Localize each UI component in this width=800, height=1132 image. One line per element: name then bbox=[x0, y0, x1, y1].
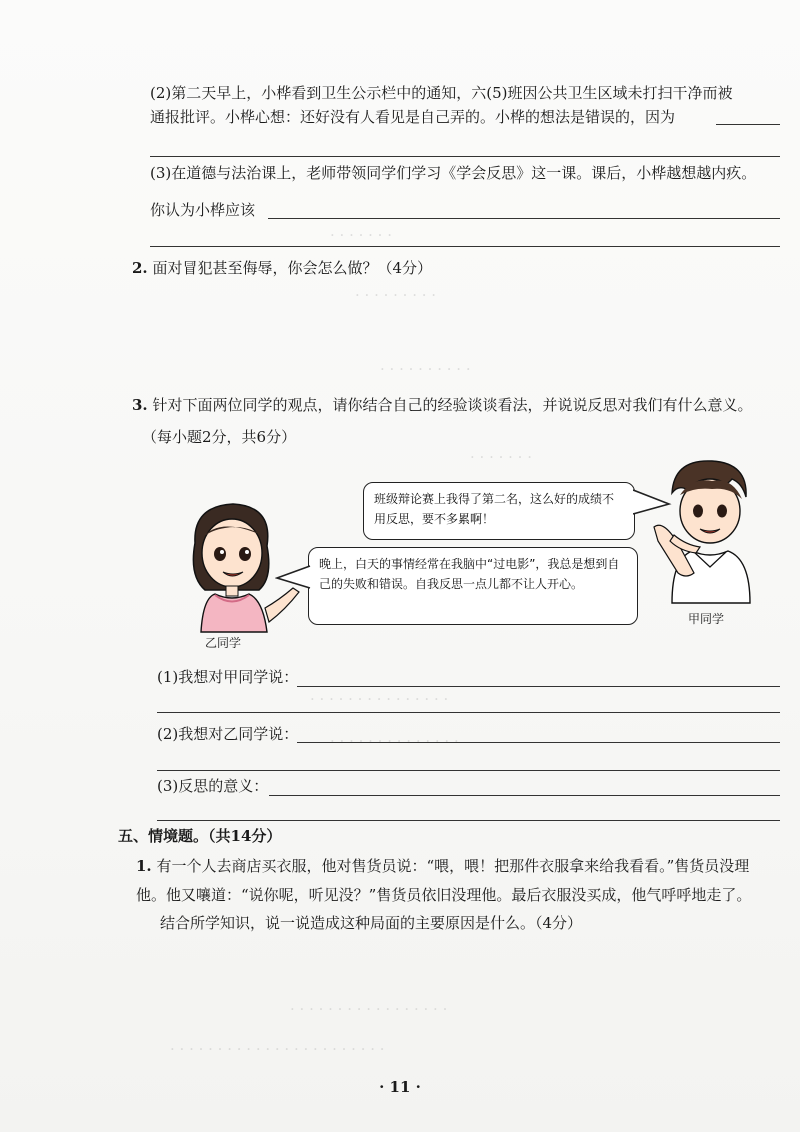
bubble-tail bbox=[275, 564, 311, 594]
student-b-speech-bubble bbox=[308, 547, 638, 625]
q1-part3-line1 bbox=[150, 163, 756, 183]
student-a-quote: 班级辩论赛上我得了第二名，这么好的成绩不用反思，要不多累啊！ bbox=[374, 492, 615, 526]
worksheet-page: · · · · · · · · · · · · · · · · · · · · · · · · · · · · · · · · · · · · · · · · · · · · · · · · · · · · · · · · · · · · · · · · · · · · · · · · · · · · · · · · · · · · · · · · · · · · · · · · · · · · · · (2)第二天早上，小桦看到卫生公示栏中的通知，六(5)班因公共卫生区域未打扫干净而被 通报批评。小桦心想：还好没有人看见是自己弄的。小桦的想法是错误的，因为 (3)在道德与法治课上，老师带领同学们学习《学会反思》这一课。课后，小桦越想越内疚。 你认为小桦应该 2. 面对冒犯甚至侮辱，你会怎么做？（4分） 3. 针对下面两位同学的观点，请你结合自己的经验谈谈看法，并说说反思对我们有什么意义。 （每小题2分，共6分） 乙同学 甲同学 班级辩论赛上我得了第二名，这么好的成绩不用反思，要不多累啊！ 晚上，白天的事情经常在我脑中“过电影”，我总是想到自己的失败和错误。自我反思一点儿都不让人开心。 (1)我想对甲同学说： (2)我想对乙同学说： (3)反思的意义： 五、情境题。（共14分） 1. 有一个人去商店买衣服，他对售货员说：“喂，喂！把那件衣服拿来给我看看。”售货员没理 他。他又嚷道：“说你呢，听见没？”售货员依旧没理他。最后衣服没买成，他气呼呼地走了。 结合所学知识，说一说造成这种局面的主要原因是什么。（4分） · 11 · bbox=[0, 0, 800, 1132]
q2-number: 2. bbox=[132, 259, 148, 277]
section-5-heading: 五、情境题。（共14分） bbox=[118, 827, 282, 845]
q3-answer-1-label: (1)我想对甲同学说： bbox=[157, 668, 299, 686]
answer-line[interactable] bbox=[157, 770, 780, 771]
student-b-caption: 乙同学 bbox=[205, 636, 242, 650]
q1-part3-line2 bbox=[150, 200, 255, 220]
answer-line[interactable] bbox=[297, 686, 780, 687]
q1-part2-line2 bbox=[150, 107, 675, 127]
answer-line[interactable] bbox=[157, 712, 780, 713]
answer-line[interactable] bbox=[269, 795, 780, 796]
page-number: · 11 · bbox=[379, 1078, 421, 1096]
question-2 bbox=[132, 258, 432, 278]
q1-part3-text: (3)在道德与法治课上，老师带领同学们学习《学会反思》这一课。课后，小桦越想越内疚。 bbox=[150, 164, 757, 182]
answer-line[interactable] bbox=[157, 820, 780, 821]
q2-text: 面对冒犯甚至侮辱，你会怎么做？（4分） bbox=[152, 259, 432, 277]
q3-answer-3-label: (3)反思的意义： bbox=[157, 777, 269, 795]
q3-score-note: （每小题2分，共6分） bbox=[142, 428, 297, 446]
boy-student-illustration bbox=[650, 455, 770, 605]
s5-q1-line3: 结合所学知识，说一说造成这种局面的主要原因是什么。（4分） bbox=[160, 914, 583, 932]
student-b-quote: 晚上，白天的事情经常在我脑中“过电影”，我总是想到自己的失败和错误。自我反思一点儿都不让人开心。 bbox=[319, 557, 620, 591]
answer-line[interactable] bbox=[150, 156, 780, 157]
answer-line[interactable] bbox=[150, 246, 780, 247]
q1-part2-line1 bbox=[150, 83, 733, 103]
bubble-tail bbox=[633, 488, 673, 518]
question-3 bbox=[132, 395, 752, 415]
s5-q1-line1: 1. 有一个人去商店买衣服，他对售货员说：“喂，喂！把那件衣服拿来给我看看。”售货员没理 bbox=[136, 857, 750, 875]
q1-part3-prompt: 你认为小桦应该 bbox=[150, 201, 256, 219]
student-a-caption: 甲同学 bbox=[688, 612, 725, 626]
q1-part2-text-cont: 通报批评。小桦心想：还好没有人看见是自己弄的。小桦的想法是错误的，因为 bbox=[150, 108, 676, 126]
q3-text: 针对下面两位同学的观点，请你结合自己的经验谈谈看法，并说说反思对我们有什么意义。 bbox=[152, 396, 753, 414]
q3-answer-2-label: (2)我想对乙同学说： bbox=[157, 725, 299, 743]
s5-q1-line2: 他。他又嚷道：“说你呢，听见没？”售货员依旧没理他。最后衣服没买成，他气呼呼地走了。 bbox=[136, 886, 752, 904]
q1-part2-text: (2)第二天早上，小桦看到卫生公示栏中的通知，六(5)班因公共卫生区域未打扫干净而被 bbox=[150, 84, 733, 102]
q3-number: 3. bbox=[132, 396, 148, 414]
answer-line[interactable] bbox=[297, 742, 780, 743]
student-a-speech-bubble bbox=[363, 482, 635, 540]
answer-line[interactable] bbox=[716, 124, 780, 125]
answer-line[interactable] bbox=[268, 218, 780, 219]
